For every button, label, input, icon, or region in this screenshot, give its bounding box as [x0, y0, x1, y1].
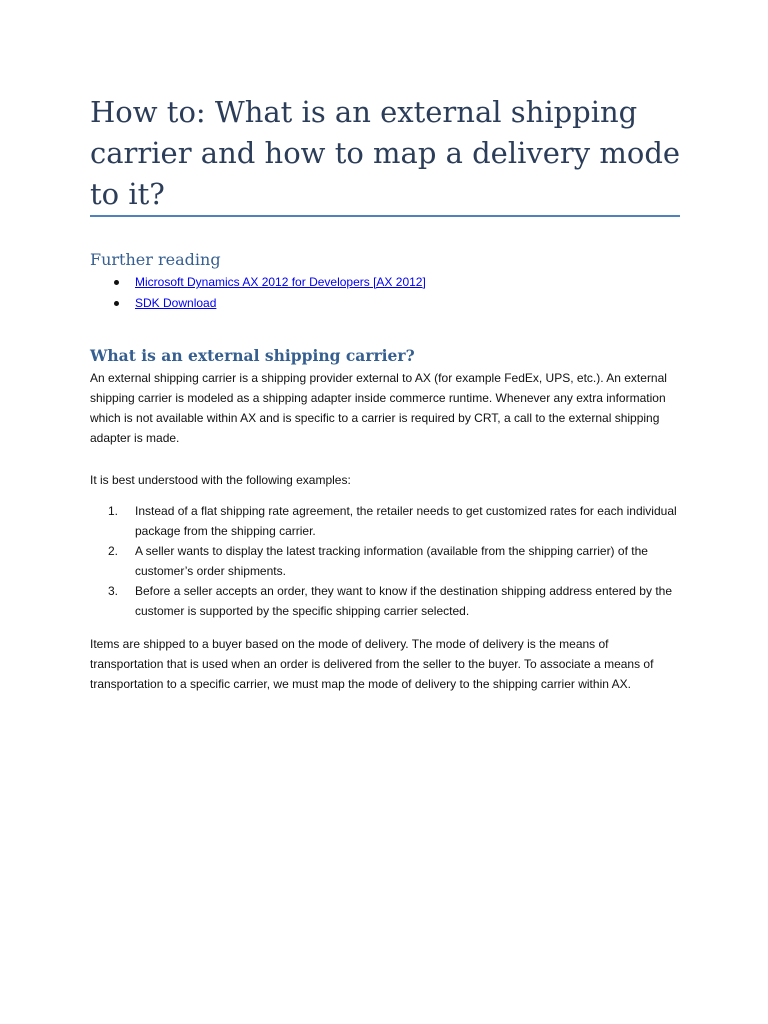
- list-number: 2.: [108, 544, 119, 558]
- list-number: 1.: [108, 504, 119, 518]
- further-reading-heading: Further reading: [90, 250, 221, 269]
- link-sdk-download[interactable]: SDK Download: [135, 296, 217, 310]
- bullet-icon: [114, 280, 119, 285]
- title-divider: [90, 215, 680, 217]
- list-item-text: A seller wants to display the latest tracking information (available from the shipping carrier) of the customer’s order shipments.: [135, 544, 648, 578]
- list-item: [90, 541, 680, 581]
- section-heading: What is an external shipping carrier?: [90, 346, 415, 365]
- closing-paragraph: Items are shipped to a buyer based on the mode of delivery. The mode of delivery is the means of transportation that is used when an order is delivered from the seller to the buyer. To associate a means of transportation to a specific carrier, we must map the mode of delivery to the shipping carrier within AX.: [90, 637, 654, 691]
- list-number: 3.: [108, 584, 119, 598]
- bullet-icon: [114, 301, 119, 306]
- list-item: [90, 272, 690, 293]
- list-item: [90, 501, 680, 541]
- examples-list: [90, 501, 680, 621]
- list-item-text: Before a seller accepts an order, they want to know if the destination shipping address entered by the customer is supported by the specific shipping carrier selected.: [135, 584, 672, 618]
- list-item-text: Instead of a flat shipping rate agreement, the retailer needs to get customized rates for each individual package from the shipping carrier.: [135, 504, 677, 538]
- page-title: How to: What is an external shipping carrier and how to map a delivery mode to it?: [90, 95, 681, 211]
- link-ax2012-developers[interactable]: Microsoft Dynamics AX 2012 for Developers [AX 2012]: [135, 275, 426, 289]
- intro-paragraph: An external shipping carrier is a shipping provider external to AX (for example FedEx, UPS, etc.). An external shipping carrier is modeled as a shipping adapter inside commerce runtime. Whenever any extra information which is not available within AX and is specific to a carrier is required by CRT, a call to the external shipping adapter is made.: [90, 371, 667, 445]
- examples-lead: It is best understood with the following examples:: [90, 473, 351, 487]
- further-reading-list: [90, 272, 690, 314]
- list-item: [90, 581, 680, 621]
- list-item: [90, 293, 690, 314]
